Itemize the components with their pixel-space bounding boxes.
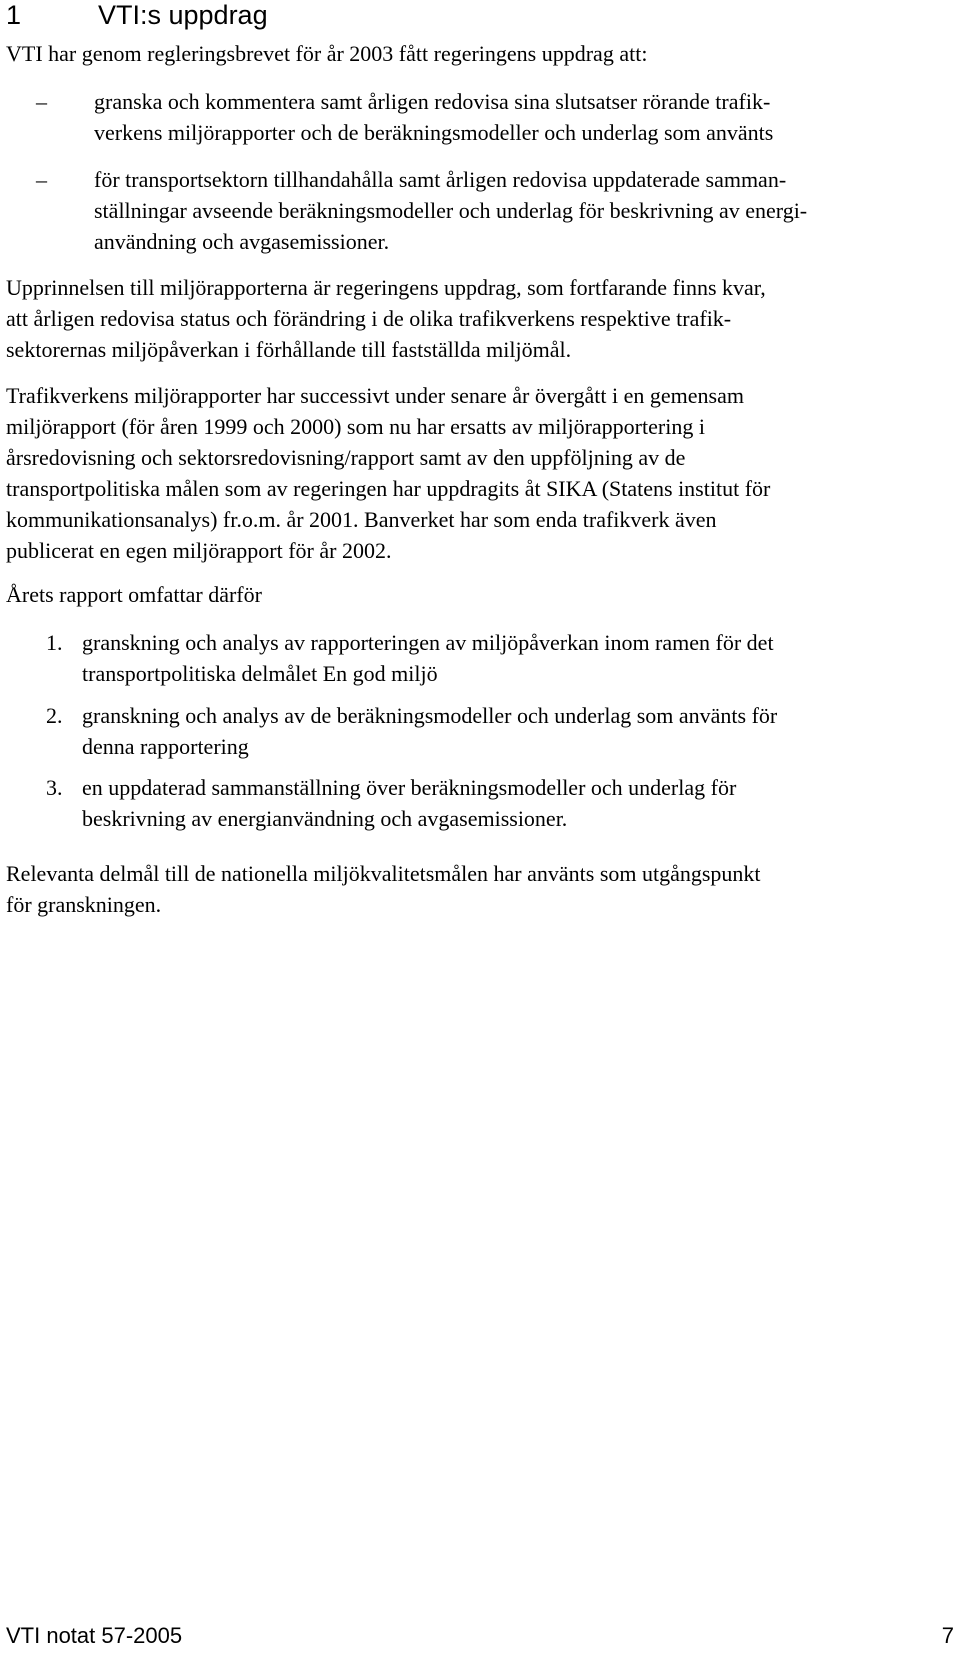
text-line: ställningar avseende beräkningsmodeller och underlag för beskrivning av energi- xyxy=(94,198,808,223)
text-line: granska och kommentera samt årligen redovisa sina slutsatser rörande trafik- xyxy=(94,89,771,114)
dash-marker: – xyxy=(36,167,47,192)
text-line: för granskningen. xyxy=(6,892,162,917)
footer-page-number: 7 xyxy=(941,1623,954,1648)
footer-publication: VTI notat 57-2005 xyxy=(6,1623,183,1648)
list-number: 3. xyxy=(46,775,63,800)
text-line: transportpolitiska målen som av regeringen har uppdragits åt SIKA (Statens institut för xyxy=(6,476,771,501)
text-line: sektorernas miljöpåverkan i förhållande till fastställda miljömål. xyxy=(6,337,572,362)
text-line: för transportsektorn tillhandahålla samt årligen redovisa uppdaterade samman- xyxy=(94,167,787,192)
paragraph-environment-reports xyxy=(6,380,946,566)
numbered-item-text xyxy=(82,627,942,689)
paragraph-origin xyxy=(6,272,946,365)
text-line: årsredovisning och sektorsredovisning/rapport samt av den uppföljning av de xyxy=(6,445,686,470)
text-line: att årligen redovisa status och förändring i de olika trafikverkens respektive trafik- xyxy=(6,306,732,331)
text-line: denna rapportering xyxy=(82,734,249,759)
text-line: miljörapport (för åren 1999 och 2000) som nu har ersatts av miljörapportering i xyxy=(6,414,705,439)
dash-marker: – xyxy=(36,89,47,114)
list-number: 2. xyxy=(46,703,63,728)
list-number: 1. xyxy=(46,630,63,655)
intro-paragraph: VTI har genom regleringsbrevet för år 2003 fått regeringens uppdrag att: xyxy=(6,41,648,66)
numbered-item-text xyxy=(82,700,942,762)
text-line: Trafikverkens miljörapporter har successivt under senare år övergått i en gemensam xyxy=(6,383,744,408)
dash-item-text xyxy=(94,86,944,148)
text-line: granskning och analys av de beräkningsmodeller och underlag som använts för xyxy=(82,703,778,728)
text-line: Relevanta delmål till de nationella miljökvalitetsmålen har använts som utgångspunkt xyxy=(6,861,761,886)
section-number: 1 xyxy=(6,0,22,30)
text-line: beskrivning av energianvändning och avgasemissioner. xyxy=(82,806,568,831)
section-title: VTI:s uppdrag xyxy=(98,0,268,30)
text-line: publicerat en egen miljörapport för år 2002. xyxy=(6,538,392,563)
numbered-item-text xyxy=(82,772,942,834)
section-heading xyxy=(6,0,268,32)
dash-item-text xyxy=(94,164,944,257)
paragraph-scope-intro: Årets rapport omfattar därför xyxy=(6,582,262,607)
text-line: kommunikationsanalys) fr.o.m. år 2001. Banverket har som enda trafikverk även xyxy=(6,507,717,532)
text-line: verkens miljörapporter och de beräkningsmodeller och underlag som använts xyxy=(94,120,774,145)
text-line: en uppdaterad sammanställning över beräkningsmodeller och underlag för xyxy=(82,775,737,800)
text-line: användning och avgasemissioner. xyxy=(94,229,390,254)
paragraph-relevant-goals xyxy=(6,858,946,920)
text-line: granskning och analys av rapporteringen av miljöpåverkan inom ramen för det xyxy=(82,630,774,655)
text-line: Upprinnelsen till miljörapporterna är regeringens uppdrag, som fortfarande finns kvar, xyxy=(6,275,766,300)
text-line: transportpolitiska delmålet En god miljö xyxy=(82,661,438,686)
